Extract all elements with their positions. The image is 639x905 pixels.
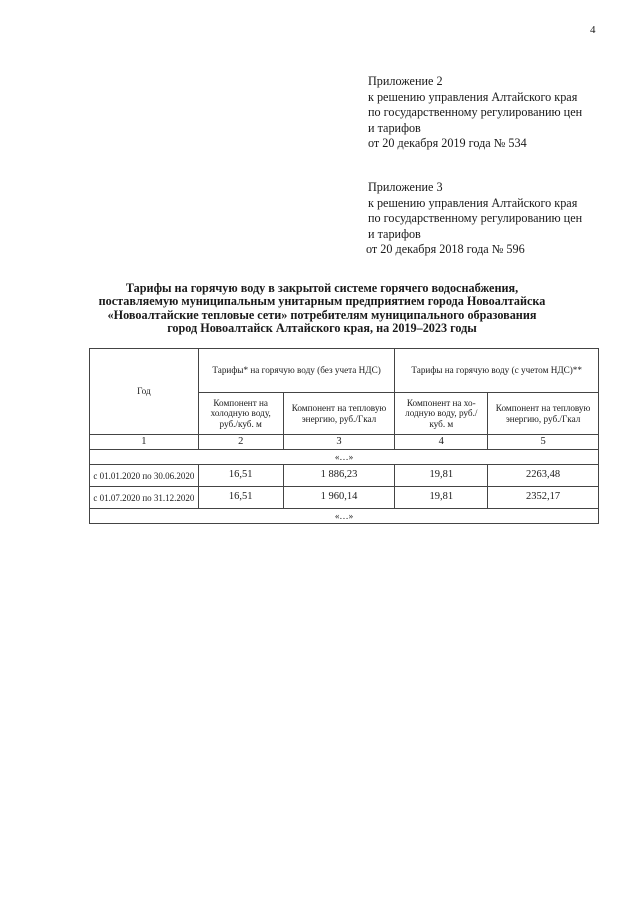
appendix-2-block: [368, 74, 582, 152]
document-title: [96, 282, 548, 336]
column-number: 3: [283, 435, 395, 450]
appendix-2-line: от 20 декабря 2019 года № 534: [368, 136, 527, 151]
value-cell: 1 960,14: [283, 487, 395, 509]
appendix-2-line: к решению управления Алтайского края: [368, 89, 578, 104]
column-number: 2: [198, 435, 283, 450]
group-header-no-vat: Тарифы* на горячую воду (без учета НДС): [198, 349, 395, 393]
table-row: [90, 465, 599, 487]
appendix-2-line: по государственному регулированию цен: [368, 105, 583, 120]
column-number: 1: [90, 435, 199, 450]
group-header-with-vat: Тарифы на горячую воду (с учетом НДС)**: [395, 349, 599, 393]
ellipsis-row: [90, 450, 599, 465]
title-line: «Новоалтайские тепловые сети» потребителям муниципального образования: [107, 307, 537, 322]
ellipsis-cell: «…»: [90, 450, 599, 465]
value-cell: 19,81: [395, 465, 488, 487]
table-header-row: [90, 349, 599, 393]
appendix-3-line: по государственному регулированию цен: [368, 211, 583, 226]
column-number: 4: [395, 435, 488, 450]
period-cell: с 01.01.2020 по 30.06.2020: [90, 465, 199, 487]
value-cell: 1 886,23: [283, 465, 395, 487]
appendix-2-line: и тарифов: [368, 120, 421, 135]
title-line: Тарифы на горячую воду в закрытой системе горячего водоснабжения,: [125, 281, 519, 295]
appendix-3-block: [368, 180, 582, 258]
appendix-2-line: Приложение 2: [368, 74, 443, 88]
value-cell: 19,81: [395, 487, 488, 509]
appendix-3-line: и тарифов: [368, 226, 421, 241]
column-number: 5: [488, 435, 599, 450]
title-line: поставляемую муниципальным унитарным предприятием города Новоалтайска: [98, 294, 546, 309]
table-row: [90, 487, 599, 509]
appendix-3-line: к решению управления Алтайского края: [368, 195, 578, 210]
value-cell: 2263,48: [488, 465, 599, 487]
value-cell: 16,51: [198, 487, 283, 509]
ellipsis-cell: «…»: [90, 509, 599, 524]
appendix-3-line: от 20 декабря 2018 года № 596: [366, 242, 525, 257]
ellipsis-row: [90, 509, 599, 524]
title-line: город Новоалтайск Алтайского края, на 2019–2023 годы: [167, 321, 477, 336]
period-cell: с 01.07.2020 по 31.12.2020: [90, 487, 199, 509]
appendix-3-line: Приложение 3: [368, 180, 443, 194]
tariff-table: [89, 348, 599, 524]
page-number: 4: [590, 24, 596, 36]
year-header-cell: Год: [90, 349, 199, 435]
col-header-cold-water: Компонент на холодную воду, руб./куб. м: [198, 393, 283, 435]
col-header-heat-energy: Компонент на тепловую энергию, руб./Гкал: [283, 393, 395, 435]
value-cell: 2352,17: [488, 487, 599, 509]
col-header-cold-water-vat: Компонент на хо- лодную воду, руб./куб. м: [395, 393, 488, 435]
col-header-heat-energy-vat: Компонент на тепловую энергию, руб./Гкал: [488, 393, 599, 435]
column-number-row: [90, 435, 599, 450]
value-cell: 16,51: [198, 465, 283, 487]
